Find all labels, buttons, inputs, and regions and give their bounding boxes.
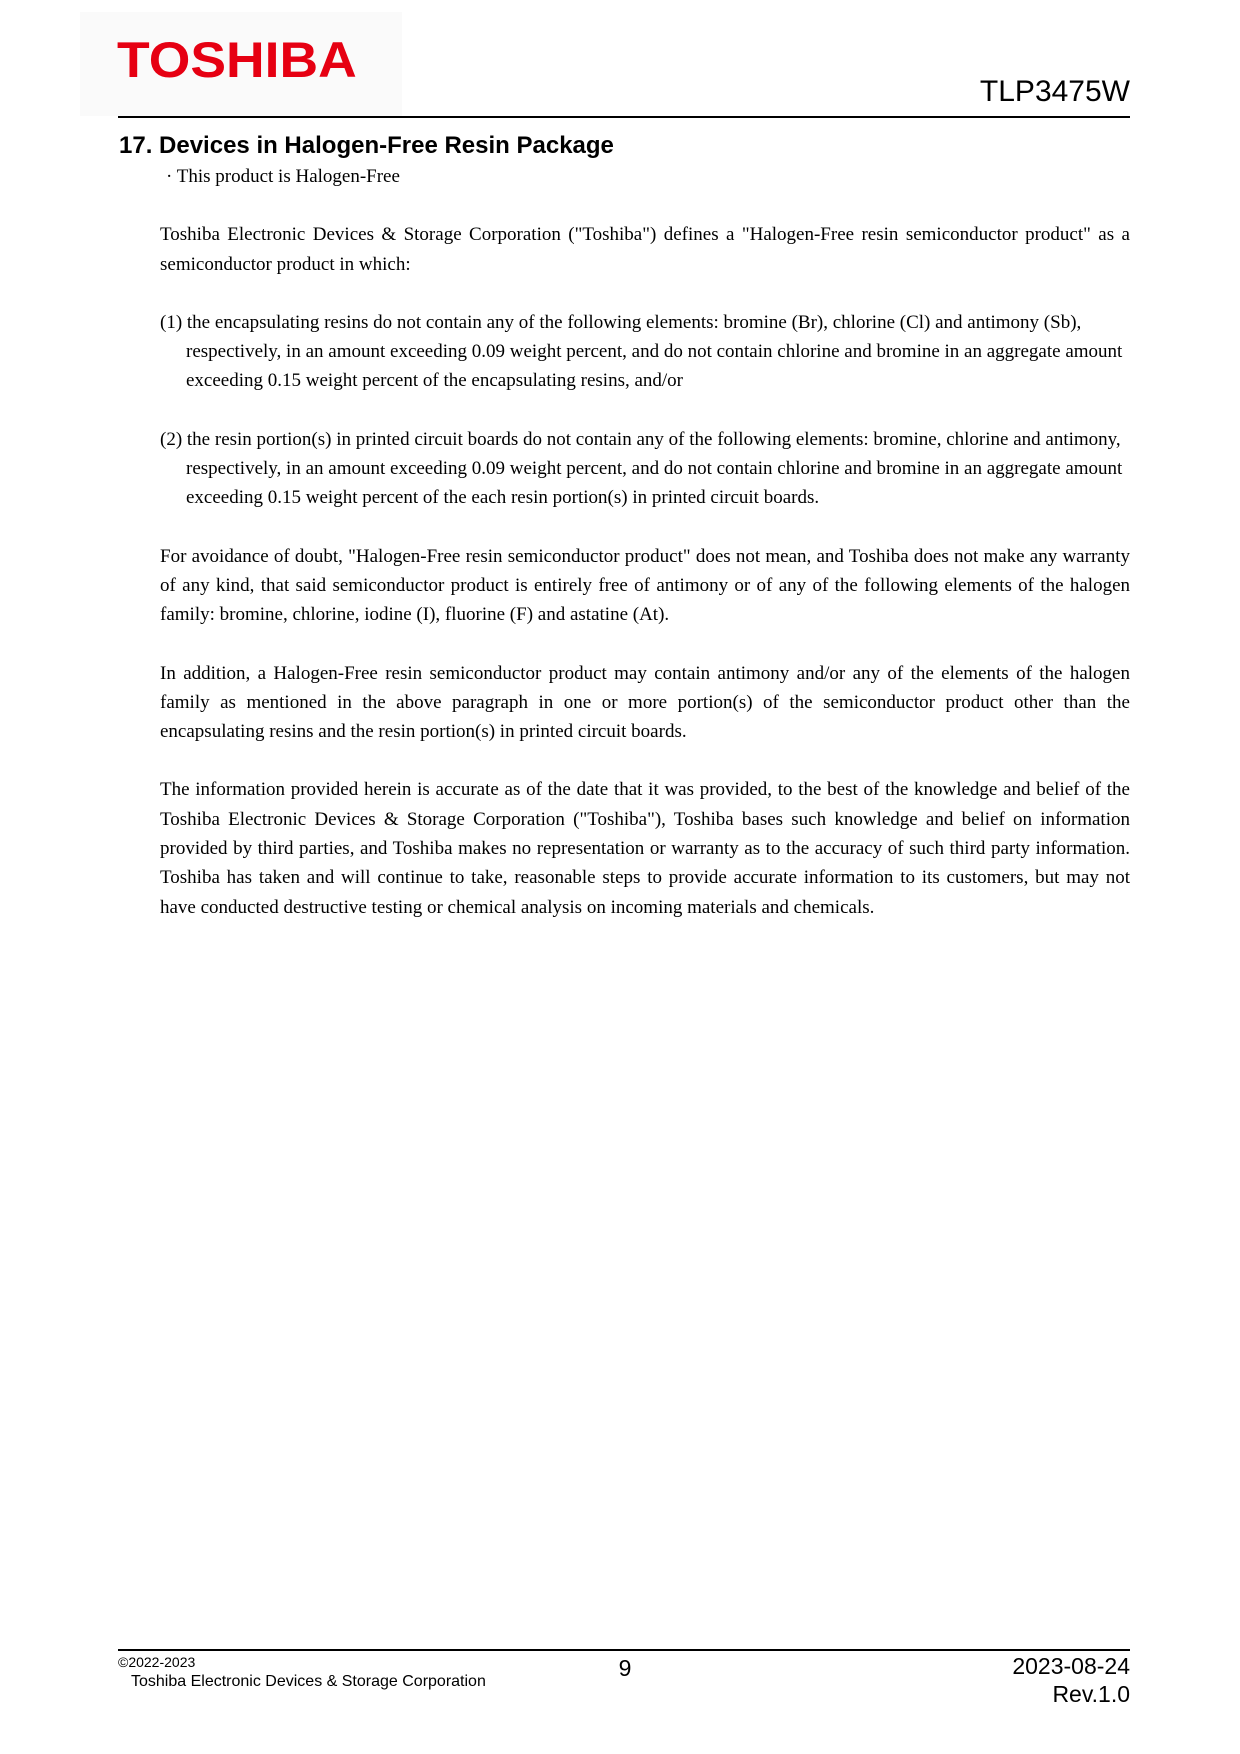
avoidance-paragraph: For avoidance of doubt, "Halogen-Free resin semiconductor product" does not mean, and Toshiba does not make any warranty of any kind, that said semiconductor product is entirely free of antimony or of any of the following elements of the halogen family: bromine, chlorine, iodine (I), fluorine (F) and astatine (At). [160,545,1130,626]
part-number: TLP3475W [979,75,1130,108]
halogen-free-bullet: · This product is Halogen-Free [166,166,400,187]
information-paragraph: The information provided herein is accurate as of the date that it was provided, to the best of the knowledge and belief of the Toshiba Electronic Devices & Storage Corporation ("Toshiba"), Toshiba bases such knowledge and belief on information provided by third parties, and Toshiba makes no representation or warranty as to the accuracy of such third party information. Toshiba has taken and will continue to take, reasonable steps to provide accurate information to its customers, but may not have conducted destructive testing or chemical analysis on incoming materials and chemicals. [160,779,1130,918]
section-title: 17. Devices in Halogen-Free Resin Package [119,132,614,159]
header-divider [118,116,1130,118]
footer-copyright: ©2022-2023 [118,1654,196,1670]
condition-item-1: (1) the encapsulating resins do not contain any of the following elements: bromine (Br), chlorine (Cl) and antimony (Sb), respectively, in an amount exceeding 0.09 weight percent, and do not contain chlorine and bromine in an aggregate amount exceeding 0.15 weight percent of the encapsulating resins, and/or [160,311,1123,392]
document-revision: Rev.1.0 [1052,1681,1130,1707]
footer-divider [118,1649,1130,1651]
addition-paragraph: In addition, a Halogen-Free resin semiconductor product may contain antimony and/or any of the elements of the halogen family as mentioned in the above paragraph in one or more portion(s) of the semiconductor product other than the encapsulating resins and the resin portion(s) in printed circuit boards. [160,662,1130,743]
toshiba-logo: TOSHIBA [117,32,357,88]
footer-company: Toshiba Electronic Devices & Storage Corporation [131,1673,486,1690]
page-number: 9 [618,1655,632,1681]
condition-item-2: (2) the resin portion(s) in printed circuit boards do not contain any of the following elements: bromine, chlorine and antimony, respectively, in an amount exceeding 0.09 weight percent, and do not contain chlorine and bromine in an aggregate amount exceeding 0.15 weight percent of the each resin portion(s) in printed circuit boards. [160,428,1123,509]
section-body [160,162,1130,922]
document-date: 2023-08-24 [1012,1653,1130,1679]
definition-paragraph: Toshiba Electronic Devices & Storage Corporation ("Toshiba") defines a "Halogen-Free resin semiconductor product" as a semiconductor product in which: [160,224,1130,275]
